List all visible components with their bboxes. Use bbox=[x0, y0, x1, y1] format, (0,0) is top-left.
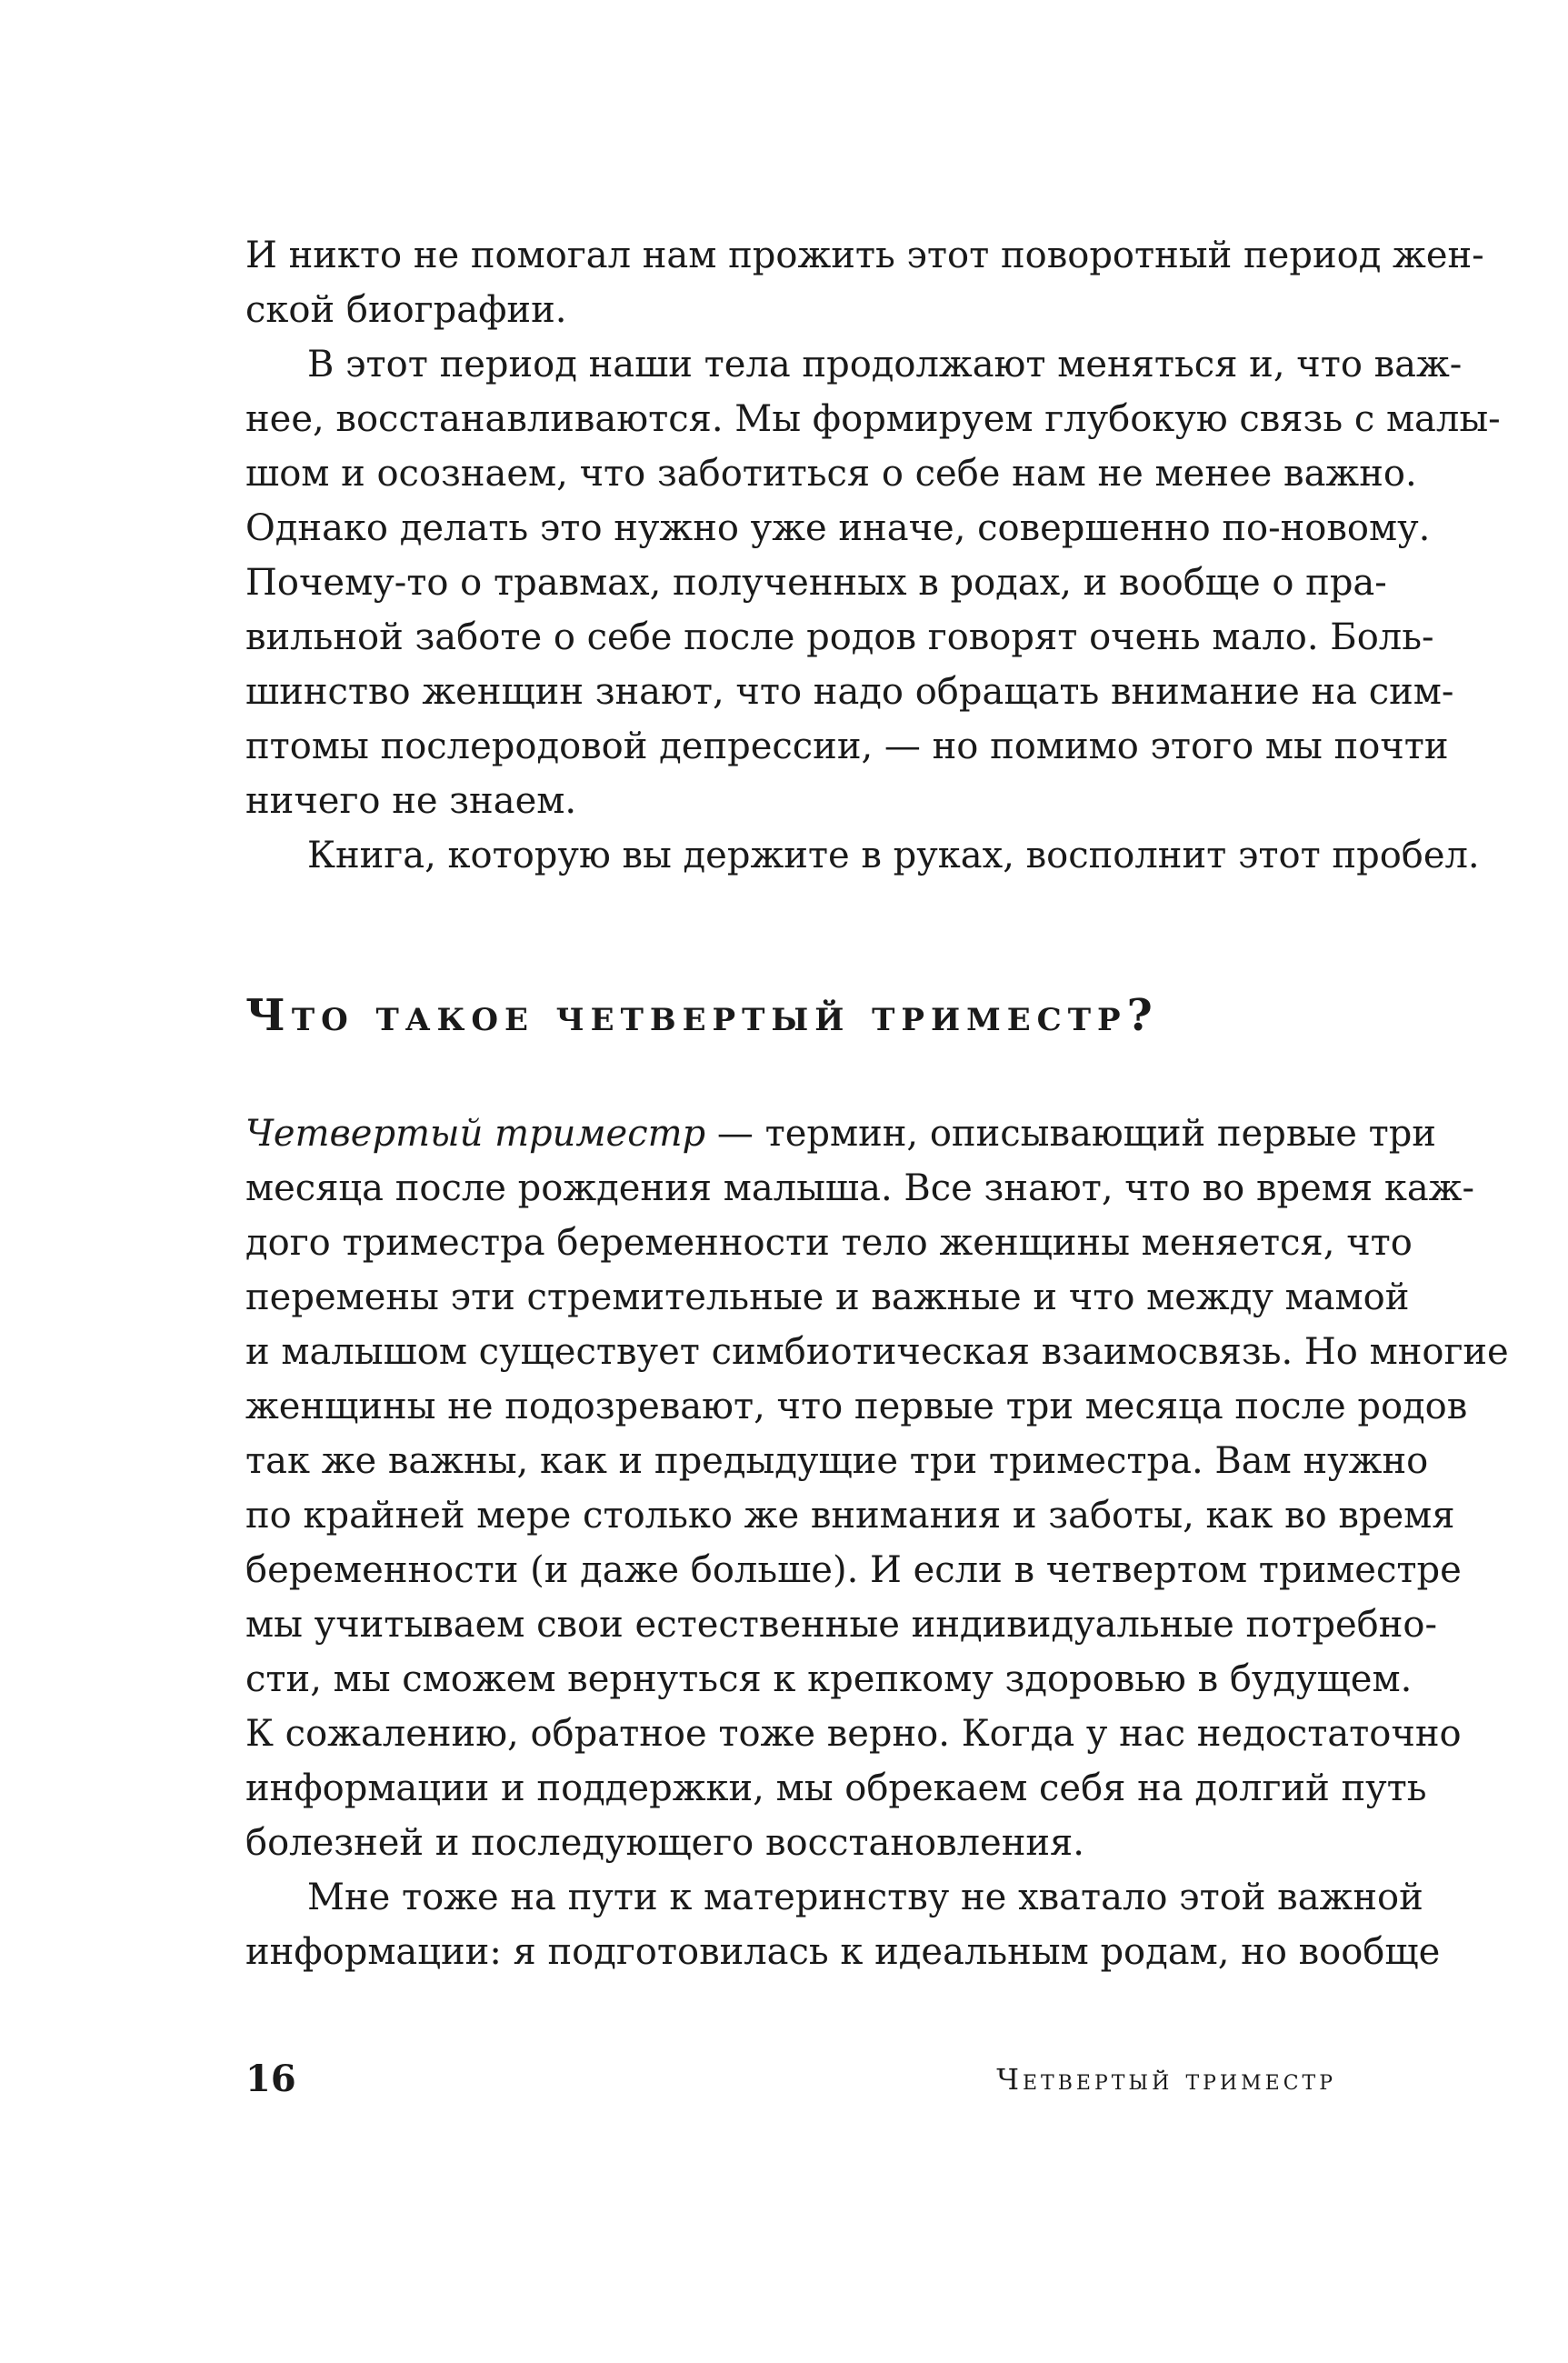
paragraph-4-line-2: месяца после рождения малыша. Все знают, что во время каж- bbox=[245, 1167, 1474, 1209]
paragraph-4-line-3: дого триместра беременности тело женщины меняется, что bbox=[245, 1222, 1413, 1264]
paragraph-5-line-1: Мне тоже на пути к материнству не хватало этой важной bbox=[307, 1877, 1423, 1918]
section-heading: Что такое четвертый триместр? bbox=[245, 990, 1159, 1041]
paragraph-3-line-1: Книга, которую вы держите в руках, восполнит этот пробел. bbox=[307, 835, 1480, 876]
paragraph-1-line-1: И никто не помогал нам прожить этот поворотный период жен- bbox=[245, 235, 1484, 276]
paragraph-2-line-3: шом и осознаем, что заботиться о себе нам не менее важно. bbox=[245, 453, 1417, 495]
paragraph-4-line-4: перемены эти стремительные и важные и что между мамой bbox=[245, 1277, 1410, 1318]
paragraph-2-line-9: ничего не знаем. bbox=[245, 780, 577, 822]
paragraph-4-line-11: сти, мы сможем вернуться к крепкому здоровью в будущем. bbox=[245, 1658, 1413, 1700]
paragraph-2-line-6: вильной заботе о себе после родов говорят очень мало. Боль- bbox=[245, 616, 1434, 658]
paragraph-4-line-10: мы учитываем свои естественные индивидуальные потребно- bbox=[245, 1604, 1438, 1646]
paragraph-2-line-5: Почему-то о травмах, полученных в родах, и вообще о пра- bbox=[245, 562, 1387, 604]
paragraph-5-line-2: информации: я подготовилась к идеальным родам, но вообще bbox=[245, 1931, 1441, 1973]
paragraph-4-line-7: так же важны, как и предыдущие три триместра. Вам нужно bbox=[245, 1440, 1429, 1482]
paragraph-4-line-6: женщины не подозревают, что первые три месяца после родов bbox=[245, 1386, 1468, 1427]
paragraph-4-line-1-rest: — термин, описывающий первые три bbox=[705, 1113, 1436, 1155]
paragraph-4-line-14: болезней и последующего восстановления. bbox=[245, 1822, 1084, 1864]
page-number: 16 bbox=[245, 2058, 296, 2100]
paragraph-4-line-13: информации и поддержки, мы обрекаем себя на долгий путь bbox=[245, 1767, 1427, 1809]
paragraph-2-line-4: Однако делать это нужно уже иначе, совершенно по-новому. bbox=[245, 507, 1431, 549]
term-italic: Четвертый триместр bbox=[245, 1113, 706, 1155]
paragraph-2-line-8: птомы послеродовой депрессии, — но помимо этого мы почти bbox=[245, 726, 1449, 767]
paragraph-1-line-2: ской биографии. bbox=[245, 289, 567, 331]
running-title: Четвертый триместр bbox=[996, 2062, 1336, 2097]
paragraph-4-line-12: К сожалению, обратное тоже верно. Когда у нас недостаточно bbox=[245, 1713, 1462, 1755]
paragraph-2-line-1: В этот период наши тела продолжают меняться и, что важ- bbox=[307, 344, 1463, 385]
paragraph-2-line-2: нее, восстанавливаются. Мы формируем глубокую связь с малы- bbox=[245, 398, 1501, 440]
book-page bbox=[245, 0, 1509, 2363]
paragraph-4-line-1 bbox=[245, 1106, 1436, 1161]
paragraph-2-line-7: шинство женщин знают, что надо обращать внимание на сим- bbox=[245, 671, 1454, 713]
paragraph-4-line-8: по крайней мере столько же внимания и заботы, как во время bbox=[245, 1495, 1455, 1537]
paragraph-4-line-5: и малышом существует симбиотическая взаимосвязь. Но многие bbox=[245, 1331, 1509, 1373]
paragraph-4-line-9: беременности (и даже больше). И если в четвертом триместре bbox=[245, 1549, 1462, 1591]
